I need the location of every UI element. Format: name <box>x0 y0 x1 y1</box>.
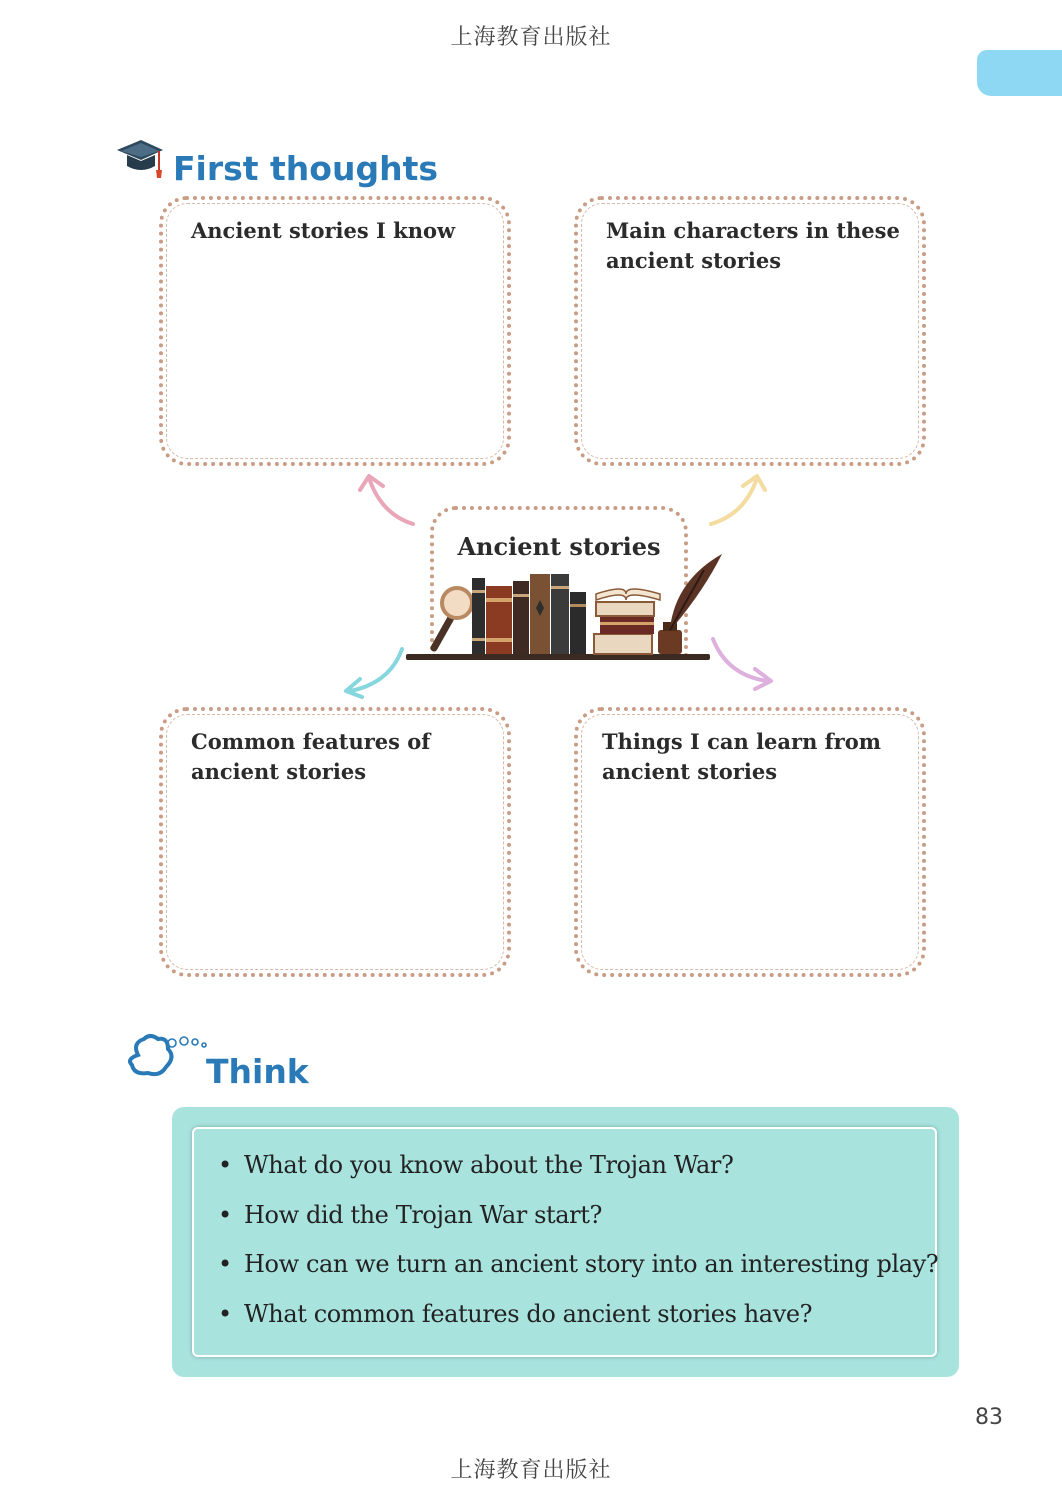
publisher-footer: 上海教育出版社 <box>450 1458 612 1483</box>
card-label: Things I can learn from ancient stories <box>602 729 881 784</box>
think-questions-box <box>172 1107 959 1377</box>
think-question: • What common features do ancient stories have? <box>218 1292 935 1342</box>
think-question: • How can we turn an ancient story into an interesting play? <box>218 1242 935 1292</box>
card-label: Ancient stories I know <box>191 218 456 243</box>
graduation-cap-icon <box>115 136 165 188</box>
card-common-features[interactable] <box>159 707 511 977</box>
card-main-characters[interactable] <box>574 196 926 466</box>
arrow-to-top-left-icon <box>355 470 420 530</box>
thought-bubble-icon <box>126 1033 212 1091</box>
think-questions-list <box>194 1129 939 1341</box>
books-shelf-illustration <box>404 550 724 665</box>
arrow-to-bottom-right-icon <box>705 635 777 693</box>
side-tab <box>977 50 1062 96</box>
page-number: 83 <box>975 1405 1003 1430</box>
publisher-header: 上海教育出版社 <box>450 25 612 50</box>
think-question: • How did the Trojan War start? <box>218 1193 935 1243</box>
think-questions-inner <box>192 1127 937 1357</box>
card-things-i-can-learn[interactable] <box>574 707 926 977</box>
center-topic-label: Ancient stories <box>457 532 661 561</box>
think-title: Think <box>206 1052 309 1091</box>
think-heading <box>126 1033 309 1091</box>
card-ancient-stories-i-know[interactable] <box>159 196 511 466</box>
arrow-to-bottom-left-icon <box>340 645 410 700</box>
arrow-to-top-right-icon <box>705 470 770 530</box>
card-label: Common features of ancient stories <box>191 729 431 784</box>
first-thoughts-heading <box>115 136 438 188</box>
first-thoughts-title: First thoughts <box>173 149 438 188</box>
card-label: Main characters in these ancient stories <box>606 218 900 273</box>
think-question: • What do you know about the Trojan War? <box>218 1143 935 1193</box>
